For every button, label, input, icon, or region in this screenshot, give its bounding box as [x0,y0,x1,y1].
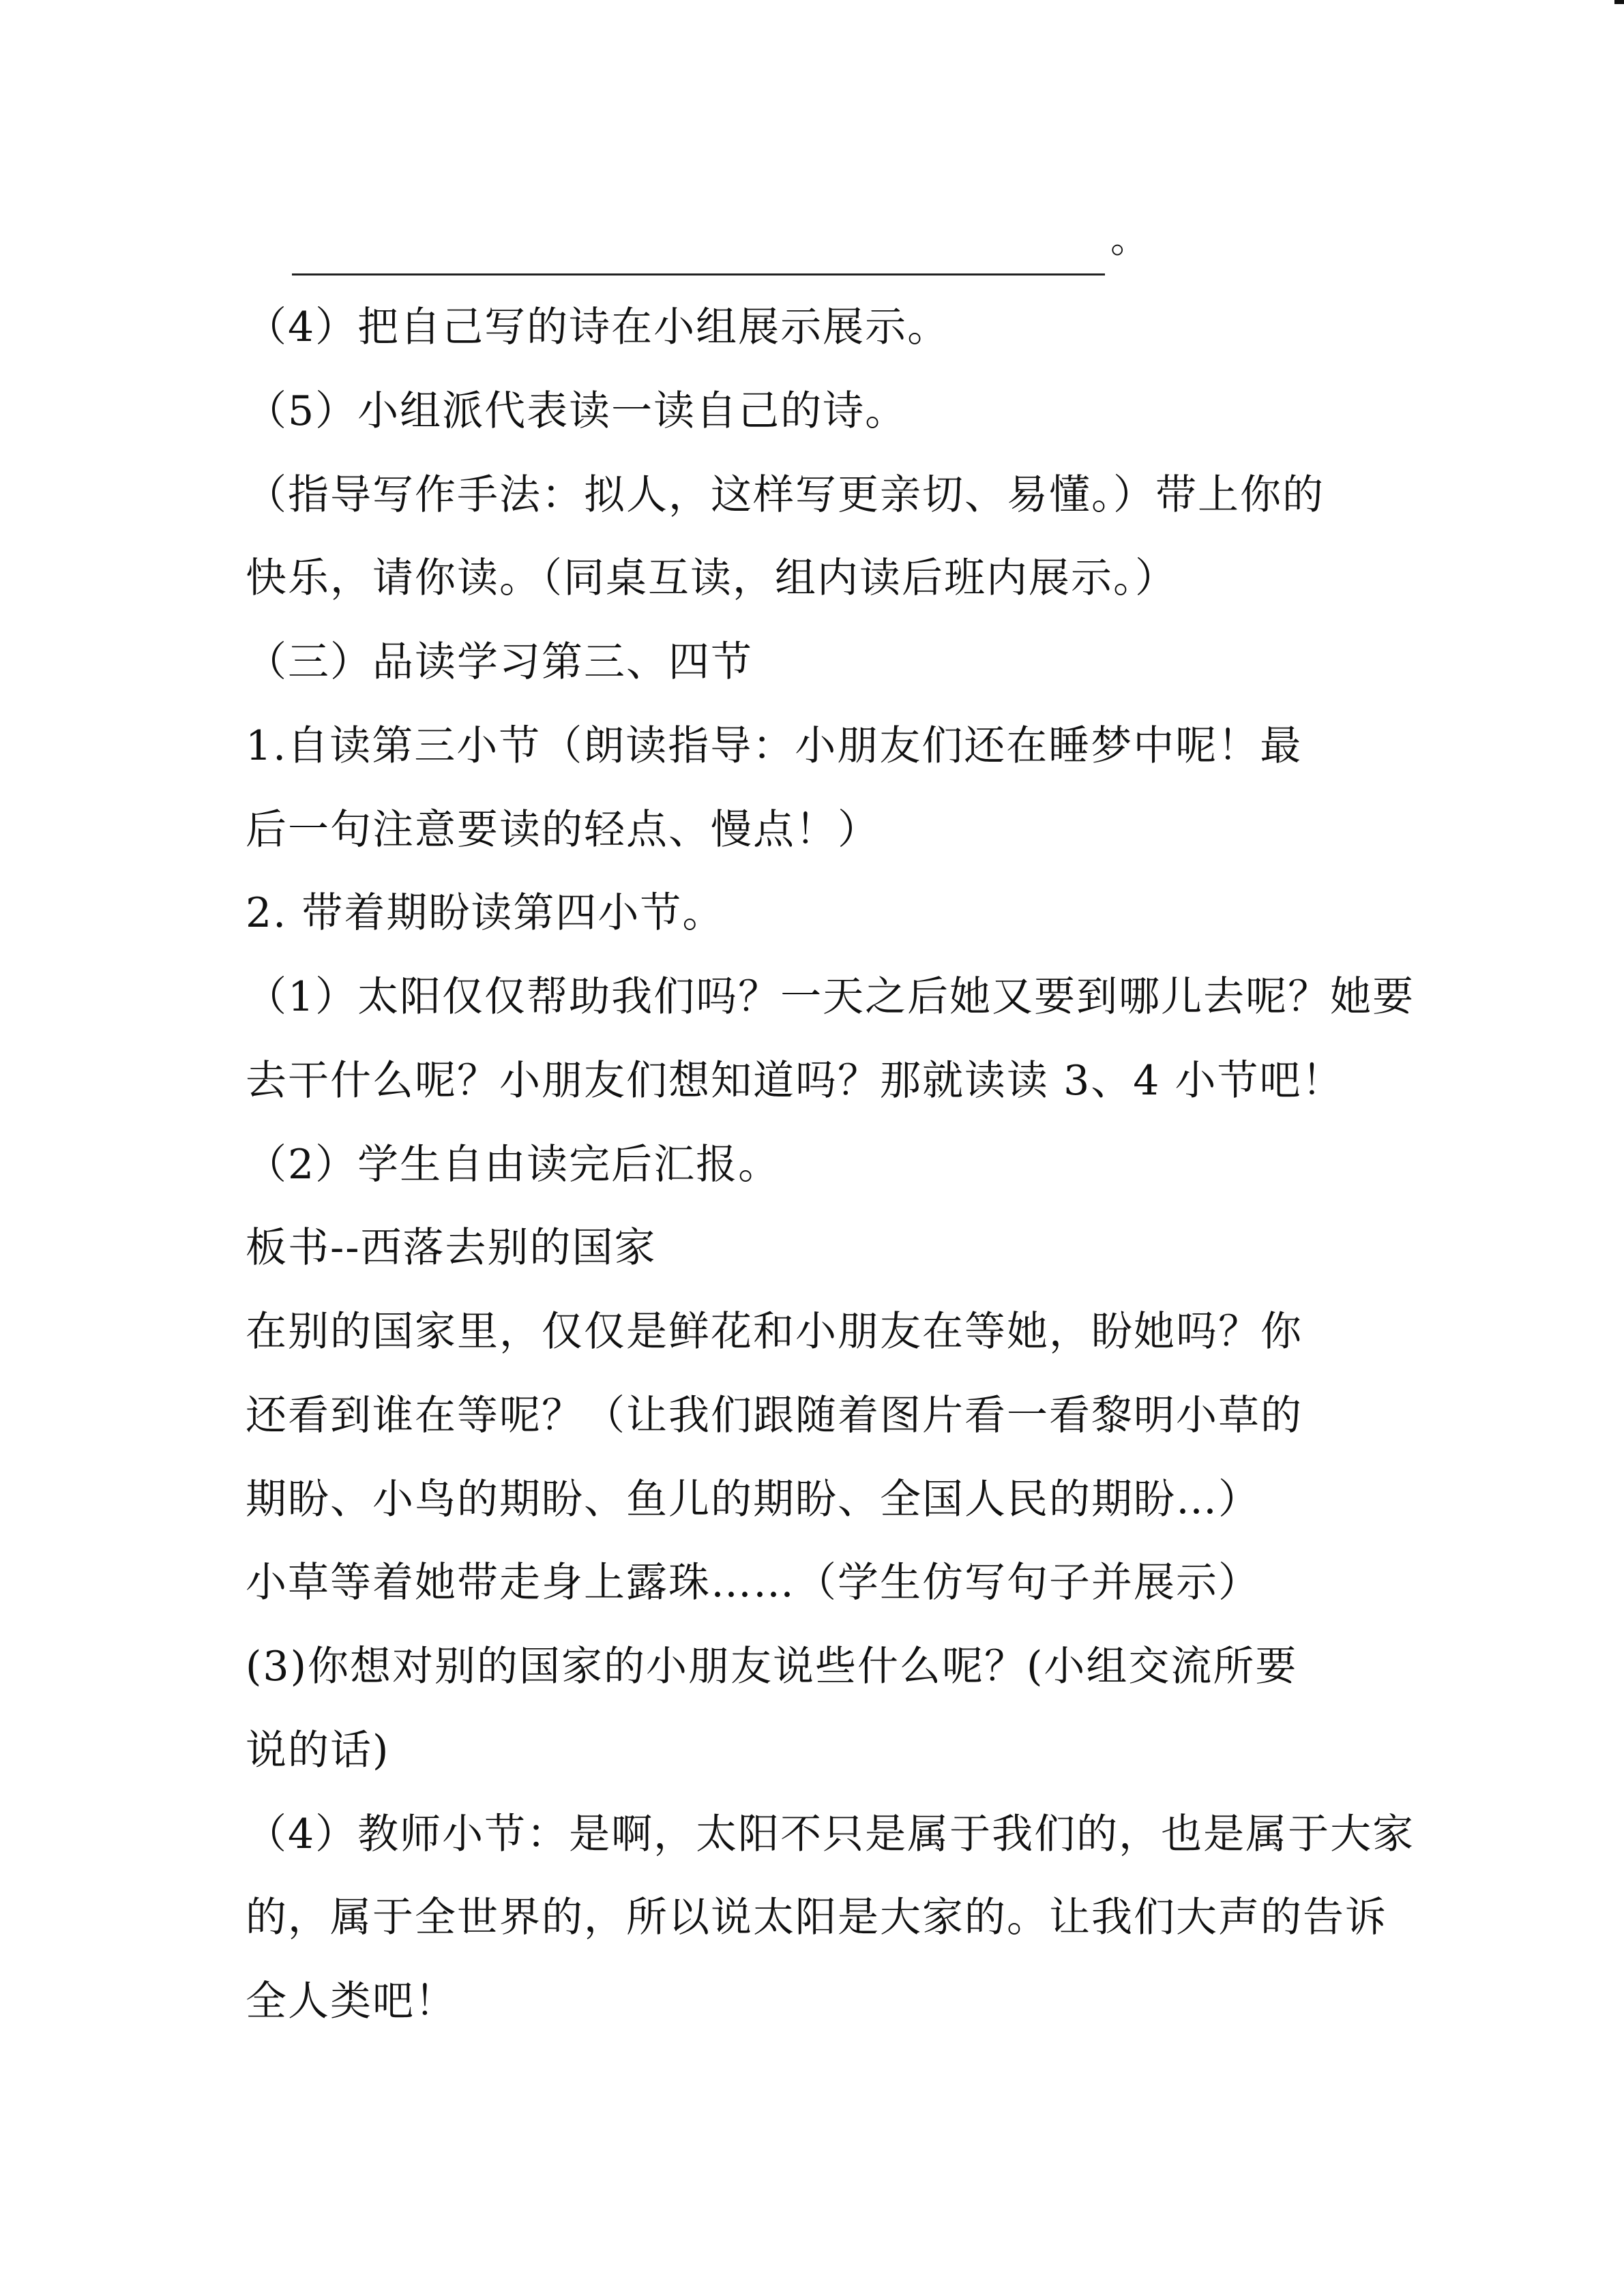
text-line-12: 板书--西落去别的国家 [246,1224,657,1272]
fill-in-blank-line [292,226,1105,275]
text-line-7: 后一句注意要读的轻点、慢点！） [246,806,880,854]
text-line-18: 说的话) [246,1727,390,1774]
text-line-21: 全人类吧！ [246,1978,457,2025]
blank-line-period: 。 [1110,218,1149,262]
text-line-11: （2）学生自由读完后汇报。 [246,1141,781,1189]
text-line-16: 小草等着她带走身上露珠……（学生仿写句子并展示） [246,1559,1260,1607]
text-line-15: 期盼、小鸟的期盼、鱼儿的期盼、全国人民的期盼…） [246,1476,1260,1523]
text-line-13: 在别的国家里，仅仅是鲜花和小朋友在等她，盼她吗？你 [246,1308,1303,1356]
text-line-19: （4）教师小节：是啊，太阳不只是属于我们的，也是属于大家 [246,1810,1415,1858]
text-line-17: (3)你想对别的国家的小朋友说些什么呢？(小组交流所要 [246,1643,1298,1690]
text-line-2: （5）小组派代表读一读自己的诗。 [246,387,908,435]
text-line-20: 的，属于全世界的，所以说太阳是大家的。让我们大声的告诉 [246,1894,1387,1941]
text-line-14: 还看到谁在等呢？（让我们跟随着图片看一看黎明小草的 [246,1392,1303,1440]
page-corner-mark [1614,0,1624,4]
text-line-5: （三）品读学习第三、四节 [246,638,753,686]
text-line-6: 1.自读第三小节（朗读指导：小朋友们还在睡梦中呢！最 [246,722,1303,770]
text-line-8: 2. 带着期盼读第四小节。 [246,889,725,937]
text-line-1: （4）把自己写的诗在小组展示展示。 [246,303,950,351]
text-line-4: 快乐，请你读。（同桌互读，组内读后班内展示。） [246,554,1177,602]
text-line-9: （1）太阳仅仅帮助我们吗？一天之后她又要到哪儿去呢？她要 [246,973,1415,1021]
text-line-3: （指导写作手法：拟人，这样写更亲切、易懂。）带上你的 [246,471,1325,519]
text-line-10: 去干什么呢？小朋友们想知道吗？那就读读 3、4 小节吧！ [246,1057,1344,1105]
